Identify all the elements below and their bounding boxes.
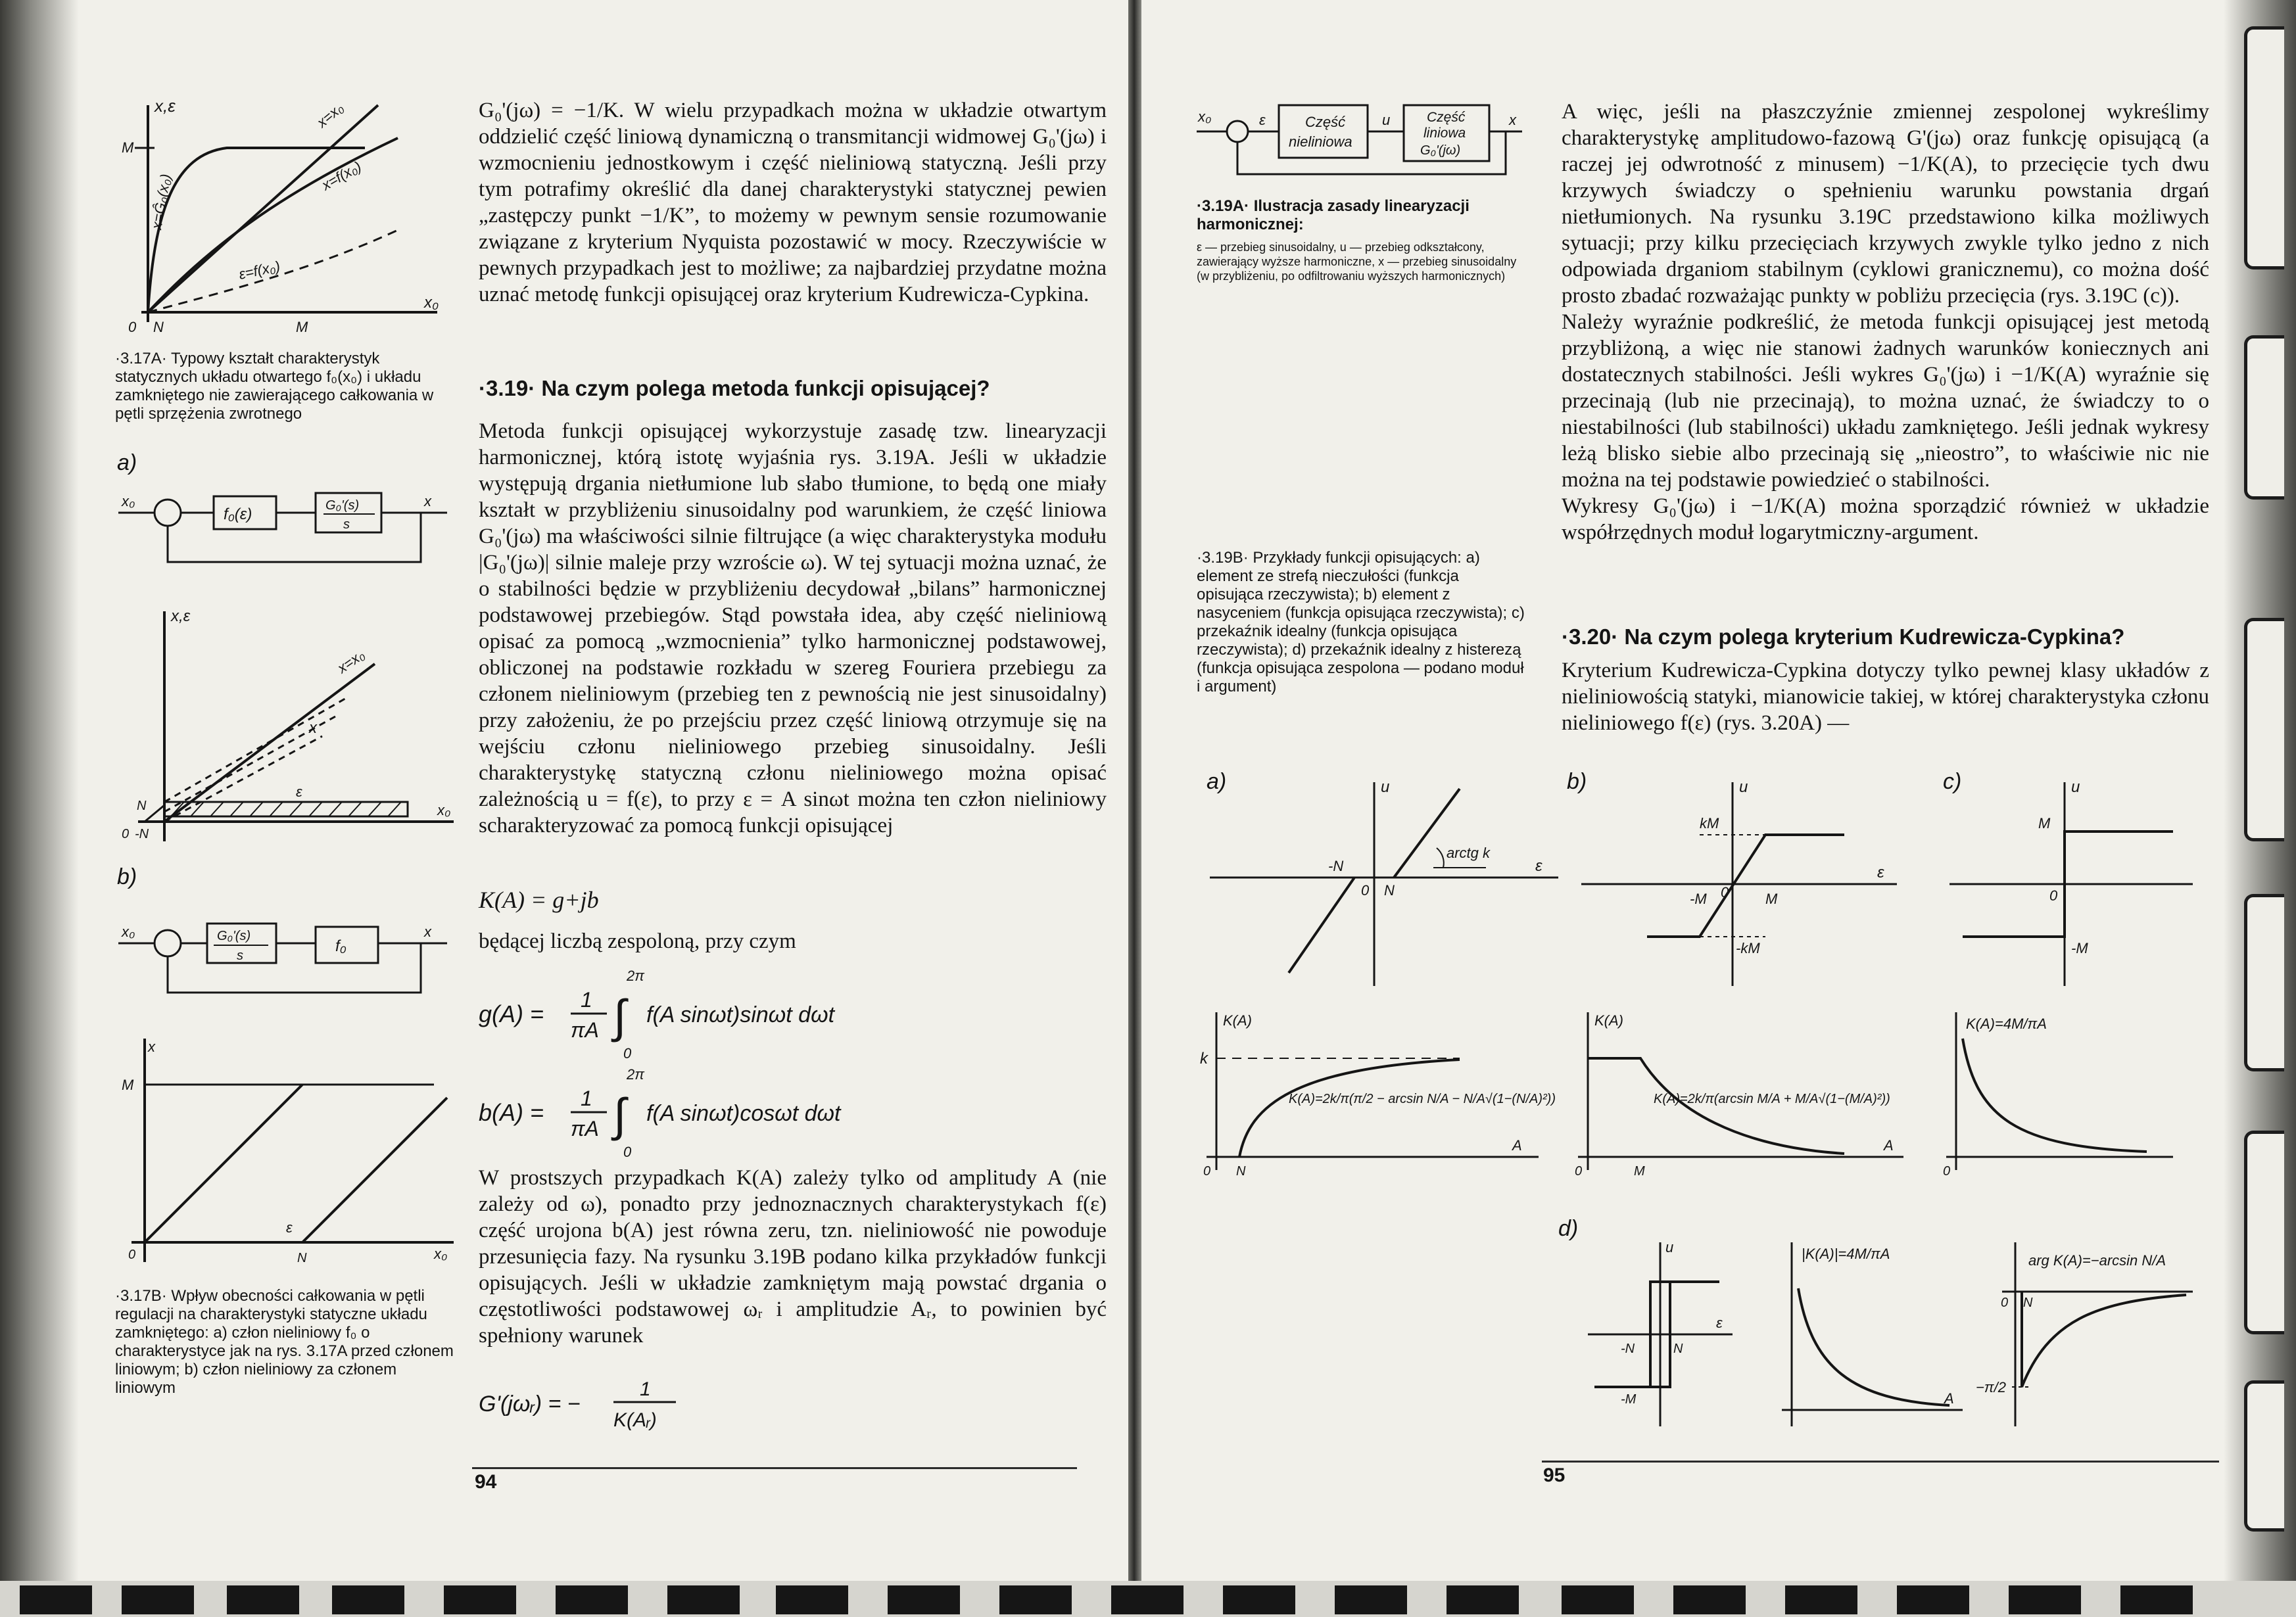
scan-mark bbox=[122, 1585, 194, 1614]
lbl-eps-b: ε bbox=[1877, 864, 1884, 881]
r-body-para-2: Należy wyraźnie podkreślić, że metoda funkcji opisującej jest metodą przybliżoną, a więc nie stanowi żadnych warunków koniecznych ani dostatecznych stabilności. Jeśli wykres G₀'(jω) i −1/K(A) wyraźnie się przecinają (lub nie przecinają), to można uznać, że świadczy to o niestabilności (lub stabilności) układu zamkniętego. Jeśli jednak wykresy leżą blisko siebie albo przecinają się „nieostro”, to właściwie nic nie można na tej podstawie powiedzieć o stabilności. bbox=[1562, 310, 2209, 492]
lbl-u-d: u bbox=[1665, 1239, 1674, 1255]
block2-l2: liniowa bbox=[1423, 126, 1466, 141]
sig-in-a: x₀ bbox=[122, 493, 135, 509]
line-label-2: x bbox=[309, 719, 317, 737]
lbl-k-a: k bbox=[1200, 1050, 1208, 1067]
static-char-a bbox=[1197, 776, 1565, 993]
legend-3-19a: ε — przebieg sinusoidalny, u — przebieg odkształcony, zawierający wyższe harmoniczne, x — przebieg sinusoidalny (w przybliżeniu, po odfiltrowaniu wyższych harmonicznych) bbox=[1197, 241, 1517, 283]
formula-c: K(A)=4M/πA bbox=[1966, 1016, 2047, 1032]
sig-e: ε bbox=[1259, 112, 1266, 128]
lbl-kM-b: kM bbox=[1700, 815, 1719, 832]
label-3-19b-b: b) bbox=[1567, 769, 1587, 794]
lbl-eps-d: ε bbox=[1716, 1315, 1723, 1331]
eq-g-integral: ∫ bbox=[613, 991, 627, 1042]
lbl-N-d: N bbox=[1673, 1342, 1683, 1356]
lbl-A-a: A bbox=[1512, 1137, 1522, 1154]
lbl-0-a: 0 bbox=[1361, 882, 1370, 899]
static-char-c bbox=[1936, 776, 2199, 993]
caption-3-17b: ·3.17B· Wpływ obecności całkowania w pętli regulacji na charakterystyki statyczne układu zamkniętego: a) człon nieliniowy f₀ o charakterystyce jak na rys. 3.17A przed członem liniowym; b) człon nieliniowy za członem liniowym bbox=[115, 1287, 454, 1397]
line-label-1: x=x₀ bbox=[334, 646, 368, 677]
mark-x-b: x bbox=[148, 1039, 155, 1055]
right-page bbox=[1134, 0, 2296, 1617]
scan-mark bbox=[888, 1585, 960, 1614]
lbl-0-dfb: 0 bbox=[1575, 1164, 1583, 1179]
figure-3-17a bbox=[115, 92, 457, 335]
mark-N-b: N bbox=[137, 799, 147, 813]
scan-mark bbox=[332, 1585, 404, 1614]
col2-body bbox=[479, 418, 1107, 839]
block1-l2: nieliniowa bbox=[1289, 133, 1352, 150]
lbl-A-d: A bbox=[1944, 1390, 1954, 1407]
label-3-19b-a: a) bbox=[1207, 769, 1227, 794]
scan-edge-left bbox=[0, 0, 79, 1617]
graph-3-17b-b bbox=[118, 1032, 467, 1275]
scan-mark bbox=[20, 1585, 92, 1614]
eq-g-num: 1 bbox=[581, 988, 592, 1012]
formula-d-mod: |K(A)|=4M/πA bbox=[1802, 1246, 1890, 1262]
scan-mark bbox=[2009, 1585, 2081, 1614]
lbl-N-dfa: N bbox=[1236, 1164, 1246, 1179]
df-plot-c bbox=[1936, 1006, 2186, 1183]
sig-out-a: x bbox=[424, 493, 431, 509]
axis-y-b: x,ε bbox=[171, 607, 191, 625]
df-plot-d-mod bbox=[1772, 1236, 1969, 1433]
mark-eps-b: ε bbox=[286, 1219, 293, 1236]
curve-label-2: x=f(x₀) bbox=[319, 158, 364, 194]
r-body-para-1: A więc, jeśli na płaszczyźnie zmiennej zespolonej wykreślimy charakterystykę amplitudowo-fazową G'(jω) oraz funkcję opisującą (a raczej jej odwrotność z minusem) −1/K(A), to przecięcie tych dwu krzywych świadczy o spełnieniu warunku powstania drgań nietłumionych. Na rysunku 3.19C przedstawiono kilka możliwych sytuacji; przy kilku przecięciach krzywych zwykle tylko jedno z nich odpowiada drganiom stabilnym (cyklowi granicznemu), co można dość prosto zbadać rozważając punkty w pobliżu przecięcia (rys. 3.19C (c)). bbox=[1562, 100, 2209, 308]
sig-in-b: x₀ bbox=[122, 924, 135, 940]
axis-x-b: x₀ bbox=[437, 802, 451, 818]
label-3-19b-c: c) bbox=[1943, 769, 1962, 794]
lbl-N-d-arg: N bbox=[2023, 1296, 2033, 1310]
lbl-mN-a: -N bbox=[1328, 858, 1344, 874]
lbl-mM-d: -M bbox=[1621, 1392, 1637, 1407]
axis-y-label: x,ε bbox=[155, 96, 176, 116]
r-body-para-3: Wykresy G₀'(jω) i −1/K(A) można sporządzić również w układzie współrzędnych moduł logarytmiczny-argument. bbox=[1562, 494, 2209, 544]
block-diagram-b bbox=[118, 914, 460, 1006]
block2-l1: Część bbox=[1427, 110, 1466, 125]
section-heading-3-20: ·3.20· Na czym polega kryterium Kudrewicza-Cypkina? bbox=[1562, 624, 2125, 649]
page-number-right: 95 bbox=[1543, 1465, 1566, 1486]
df-plot-d-arg bbox=[1976, 1236, 2199, 1433]
section-heading-3-19: ·3.19· Na czym polega metoda funkcji opisującej? bbox=[479, 376, 990, 400]
df-plot-b bbox=[1568, 1006, 1917, 1183]
line-label-3: ε bbox=[296, 784, 302, 800]
lbl-A-b: A bbox=[1884, 1137, 1894, 1154]
index-tab-1 bbox=[2244, 26, 2284, 270]
block2-l3: G₀'(jω) bbox=[1420, 143, 1461, 158]
lbl-0-dfc: 0 bbox=[1943, 1164, 1951, 1179]
block-b2-label: f₀ bbox=[335, 937, 347, 955]
block-a2-den: s bbox=[343, 517, 350, 532]
mark-0-b: 0 bbox=[122, 827, 130, 841]
lbl-M-dfb: M bbox=[1634, 1164, 1645, 1179]
mark-M-b: M bbox=[122, 1077, 134, 1093]
scan-mark bbox=[1897, 1585, 1969, 1614]
intro-para: G₀'(jω) = −1/K. W wielu przypadkach można w układzie otwartym oddzielić część liniową dynamiczną o transmitancji widmowej G₀'(jω) i wzmocnieniu jednostkowym i część nieliniową statyczną. Jeśli przy tym potrafimy określić dla danej charakterystyki statycznej pewien „zastępczy punkt −1/K”, to możemy w pewnym sensie rozumowanie związane z kryterium Nyquista pozostawić w mocy. Rzeczywiście w pewnych przypadkach jest to możliwe; za najbardziej przydatne można uznać metodę funkcji opisującej oraz kryterium Kudrewicza-Cypkina. bbox=[479, 99, 1107, 306]
sig-out-b: x bbox=[424, 924, 431, 940]
block1-l1: Część bbox=[1305, 114, 1346, 130]
lbl-N-a: N bbox=[1384, 882, 1395, 899]
static-char-b bbox=[1568, 776, 1910, 993]
axis-x-b2: x₀ bbox=[434, 1246, 448, 1262]
lbl-KA-b: K(A) bbox=[1594, 1012, 1623, 1029]
eq-final-lhs: G'(jωᵣ) = − bbox=[479, 1392, 581, 1417]
scan-mark bbox=[1673, 1585, 1746, 1614]
eq-final-num: 1 bbox=[640, 1378, 651, 1400]
sum-node bbox=[155, 500, 181, 526]
eq-b-den: πA bbox=[571, 1117, 599, 1140]
eq-b-num: 1 bbox=[581, 1087, 592, 1110]
r-col2-body bbox=[1562, 99, 2209, 546]
block-f0-b bbox=[316, 927, 378, 963]
label-a: a) bbox=[117, 450, 137, 475]
book-gutter bbox=[1128, 0, 1141, 1617]
df-plot-a bbox=[1197, 1006, 1565, 1183]
index-tab-2 bbox=[2244, 335, 2284, 500]
hatched-band bbox=[164, 802, 408, 816]
block-diagram-a bbox=[118, 480, 460, 572]
lbl-mN-d: -N bbox=[1621, 1342, 1635, 1356]
scan-mark bbox=[1447, 1585, 1519, 1614]
eq-final-den: K(Aᵣ) bbox=[613, 1409, 657, 1431]
mark-N-b2: N bbox=[297, 1251, 307, 1265]
static-char-d bbox=[1581, 1236, 1739, 1433]
caption-3-19b: ·3.19B· Przykłady funkcji opisujących: a) element ze strefą nieczułości (funkcja opisująca rzeczywista); b) element z nasyceniem (funkcja opisująca rzeczywista); c) przekaźnik idealny (funkcja opisująca rzeczywista); d) przekaźnik idealny z histerezą (funkcja opisująca zespolona — podano moduł i argument) bbox=[1197, 549, 1525, 695]
r-body-para-4: Kryterium Kudrewicza-Cypkina dotyczy tylko pewnej klasy układów z nieliniowością statyki, mianowicie takiej, w której charakterystyka członu nieliniowego f(ε) (rys. 3.20A) — bbox=[1562, 659, 2209, 735]
scan-mark bbox=[776, 1585, 848, 1614]
line-x bbox=[145, 1085, 302, 1242]
block-b1-den: s bbox=[237, 949, 243, 963]
r-col2-body-2 bbox=[1562, 657, 2209, 736]
eq-g-den: πA bbox=[571, 1018, 599, 1042]
eq-g-lhs: g(A) = bbox=[479, 1000, 544, 1027]
scan-mark bbox=[556, 1585, 628, 1614]
lbl-0-c: 0 bbox=[2049, 887, 2058, 904]
body-para-2: W prostszych przypadkach K(A) zależy tylko od amplitudy A (nie zależy od ω), ponadto przy jednoznacznych charakterystykach f(ε) część urojona b(A) jest równa zeru, tzn. nieliniowość nie powoduje przesunięcia fazy. Na rysunku 3.19B podano kilka przykładów funkcji opisujących. Jeśli w układzie zamkniętym mają powstać drgania o częstotliwości podstawowej ωᵣ i amplitudzie Aᵣ, to powinien być spełniony warunek bbox=[479, 1166, 1107, 1348]
label-3-19b-d: d) bbox=[1558, 1216, 1579, 1241]
eq-b-body: f(A sinωt)cosωt dωt bbox=[646, 1101, 841, 1126]
formula-a: K(A)=2k/π(π/2 − arcsin N/A − N/A√(1−(N/A)²)) bbox=[1289, 1092, 1556, 1106]
eq-b-block bbox=[479, 1065, 939, 1163]
zesp-line: będącej liczbą zespoloną, przy czym bbox=[479, 929, 796, 953]
page-number-left: 94 bbox=[475, 1471, 497, 1493]
sig-u: u bbox=[1382, 112, 1391, 128]
curve-label-4: ε=f(x₀) bbox=[237, 258, 282, 283]
footer-rule-left bbox=[472, 1467, 1077, 1469]
lbl-mkM-b: -kM bbox=[1736, 940, 1760, 956]
block-nonlinear bbox=[1279, 105, 1368, 158]
body-para-1: Metoda funkcji opisującej wykorzystuje zasadę tzw. linearyzacji harmonicznej, którą istotę wyjaśnia rys. 3.19A. Jeśli w układzie występują drgania nietłumione lub słabo tłumione, to będą one miały kształt w przybliżeniu sinusoidalny pod warunkiem, że część liniowa G₀'(jω) ma właściwości silnie filtrujące (a więc charakterystyka modułu |G₀'(jω)| silnie maleje przy wzroście ω). W tej sytuacji można uznać, że o stabilności będzie w przybliżeniu decydował „bilans” harmonicznej podstawowej przebiegów. Stąd powstała idea, aby część nieliniową opisać za pomocą „wzmocnienia” tylko harmonicznej podstawowej, obliczonej na podstawie rozkładu w szereg Fouriera przebiegu za członem nieliniowym (przebieg ten z pewnością nie jest sinusoidalny) przy założeniu, że po przejściu przez część liniową otrzymuje się na wejściu członu nieliniowego przebieg sinusoidalny. Jeśli charakterystykę statyczną członu nieliniowego można opisać zależnością u = f(ε), to przy ε = A sinωt można ten człon nieliniowy scharakteryzować za pomocą funkcji opisującej bbox=[479, 419, 1107, 837]
mark-N: N bbox=[153, 319, 164, 335]
scan-mark bbox=[1785, 1585, 1857, 1614]
lbl-M-b: M bbox=[1765, 891, 1778, 907]
lbl-KA-a: K(A) bbox=[1223, 1012, 1252, 1029]
eq-K: K(A) = g+jb bbox=[479, 887, 599, 913]
eq-g-lower: 0 bbox=[623, 1045, 632, 1062]
block-b1-label: G₀'(s) bbox=[217, 929, 251, 943]
mark-0: 0 bbox=[128, 319, 137, 335]
lbl-mpi2: −π/2 bbox=[1976, 1379, 2006, 1395]
figure-3-19a bbox=[1197, 95, 1525, 181]
mark-M-y: M bbox=[122, 139, 134, 156]
scan-mark bbox=[999, 1585, 1072, 1614]
eq-g-body: f(A sinωt)sinωt dωt bbox=[646, 1002, 835, 1027]
graph-3-17b-a bbox=[118, 605, 467, 855]
lbl-mM-c: -M bbox=[2071, 940, 2088, 956]
lbl-mM-b: -M bbox=[1690, 891, 1707, 907]
eq-final bbox=[479, 1371, 755, 1436]
eq-b-lower: 0 bbox=[623, 1144, 632, 1160]
scan-mark bbox=[667, 1585, 740, 1614]
scan-mark bbox=[2120, 1585, 2193, 1614]
lbl-eps-a: ε bbox=[1535, 857, 1543, 875]
mark-minus-N-b: -N bbox=[135, 827, 149, 841]
sig-x0: x₀ bbox=[1198, 108, 1212, 125]
curve-label-3: x=Ĝ₀(x₀) bbox=[148, 172, 174, 231]
index-tab-3 bbox=[2244, 618, 2284, 841]
eq-g-block bbox=[479, 966, 939, 1065]
lbl-u-b: u bbox=[1739, 778, 1748, 796]
index-tab-5 bbox=[2244, 1131, 2284, 1334]
caption-3-17a: ·3.17A· Typowy kształt charakterystyk statycznych układu otwartego f₀(x₀) i układu zamkniętego nie zawierającego całkowania w pętli sprzężenia zwrotnego bbox=[115, 350, 434, 423]
axis-x-label: x₀ bbox=[424, 294, 439, 312]
eq-b-lhs: b(A) = bbox=[479, 1099, 544, 1126]
index-tab-6 bbox=[2244, 1380, 2284, 1532]
sig-x: x bbox=[1509, 112, 1516, 128]
eq-b-integral: ∫ bbox=[613, 1089, 627, 1140]
curve-label-1: x=x₀ bbox=[314, 99, 347, 131]
block-a2-label: G₀'(s) bbox=[325, 498, 360, 513]
lbl-u-a: u bbox=[1381, 778, 1390, 796]
scan-mark bbox=[1562, 1585, 1634, 1614]
scan-mark bbox=[227, 1585, 299, 1614]
footer-rule-right bbox=[1542, 1461, 2219, 1463]
lbl-0-d: 0 bbox=[2001, 1296, 2009, 1310]
lbl-0-dfa: 0 bbox=[1203, 1164, 1211, 1179]
scan-mark bbox=[444, 1585, 516, 1614]
formula-b: K(A)=2k/π(arcsin M/A + M/A√(1−(M/A)²)) bbox=[1654, 1092, 1890, 1106]
lbl-arctg: arctg k bbox=[1447, 845, 1491, 861]
left-page bbox=[0, 0, 1134, 1617]
scan-mark bbox=[1111, 1585, 1184, 1614]
label-b: b) bbox=[117, 864, 137, 889]
lbl-0-b: 0 bbox=[1721, 884, 1729, 901]
scan-mark bbox=[1223, 1585, 1295, 1614]
col2-intro bbox=[479, 97, 1107, 308]
formula-d-arg: arg K(A)=−arcsin N/A bbox=[2028, 1252, 2166, 1269]
index-tab-4 bbox=[2244, 894, 2284, 1071]
curve-x-f bbox=[148, 138, 398, 312]
col2-body-2 bbox=[479, 1165, 1107, 1349]
scan-mark bbox=[1335, 1585, 1407, 1614]
line-eps bbox=[302, 1098, 447, 1242]
mark-0-b2: 0 bbox=[128, 1248, 136, 1262]
eq-g-upper: 2π bbox=[627, 968, 644, 984]
caption-3-19a: ·3.19A· Ilustracja zasady linearyzacji harmonicznej: bbox=[1197, 197, 1470, 233]
block-a1-label: f₀(ε) bbox=[224, 505, 252, 523]
lbl-M-c: M bbox=[2038, 815, 2051, 832]
eq-b-upper: 2π bbox=[627, 1066, 644, 1083]
mark-M-x: M bbox=[296, 319, 308, 335]
lbl-u-c: u bbox=[2071, 778, 2080, 796]
